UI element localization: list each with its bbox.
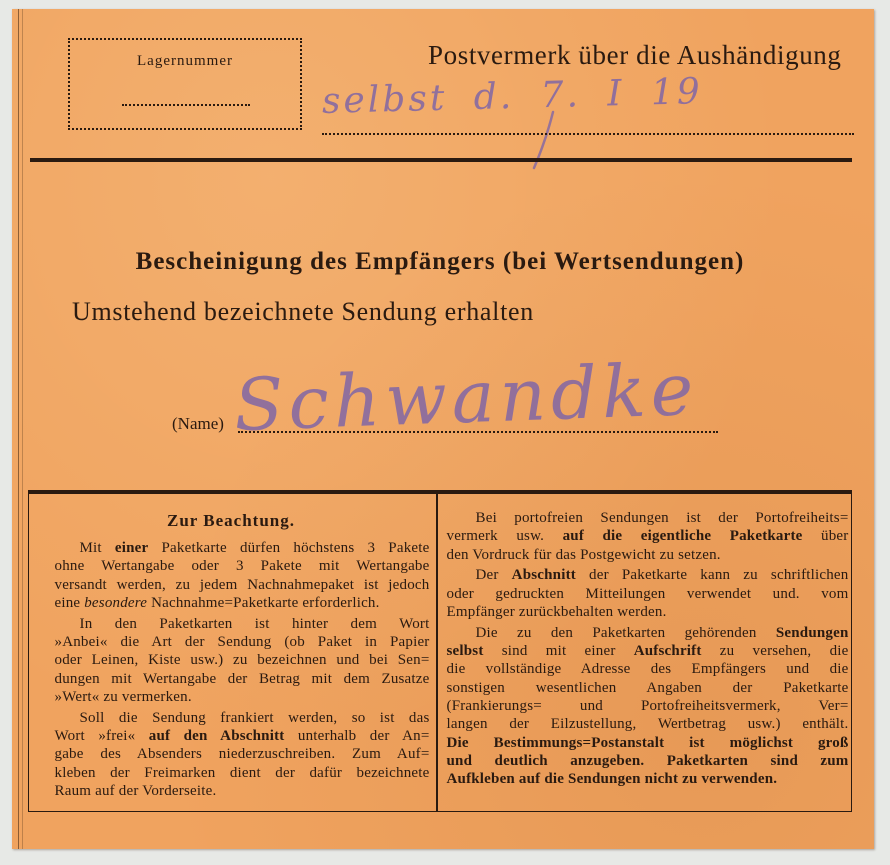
notice-line [55, 709, 430, 727]
notice-text: gabe des Absenders niederzuschreiben. Zum Auf= [54, 746, 430, 763]
notice-line [447, 715, 849, 733]
notice-emphasis-text: Die Bestimmungs=Postanstalt ist möglichst groß [446, 734, 849, 751]
notice-text: vermerk usw. [446, 528, 563, 545]
notice-emphasis-text: und deutlich anzugeben. Paketkarten sind zum [446, 752, 849, 769]
notice-line [55, 651, 430, 669]
recipient-signature: Schwandke [232, 346, 700, 448]
notice-left-column [55, 511, 430, 803]
notice-text: versandt werden, zu jedem Nachnahmepaket ist jedoch [54, 576, 430, 593]
notice-text: Empfänger zurückbehalten werden. [446, 603, 667, 620]
notice-text: oder gedruckten Mitteilungen verwendet und. vom [446, 585, 849, 602]
card-edge-line [18, 9, 19, 849]
notice-box [28, 494, 852, 812]
notice-emphasis-text: einer [114, 540, 149, 556]
column-divider [436, 494, 438, 811]
notice-paragraph [447, 624, 849, 789]
notice-text: Raum auf der Vorderseite. [54, 782, 217, 799]
notice-emphasis-text: auf den Abschnitt [148, 727, 285, 744]
storage-number-line [122, 104, 250, 106]
receipt-statement: Umstehend bezeichnete Sendung erhalten [72, 297, 534, 326]
notice-emphasis-text: auf die eigentliche Paketkarte [562, 528, 803, 545]
notice-paragraph [55, 615, 430, 706]
notice-line [55, 557, 430, 575]
notice-line [55, 539, 430, 557]
notice-text: Wort »frei« [54, 727, 149, 744]
storage-number-label: Lagernummer [137, 53, 233, 69]
notice-line [447, 603, 849, 621]
name-label: (Name) [172, 414, 224, 433]
notice-line [55, 745, 430, 763]
notice-text: die vollständige Adresse des Empfängers und die [446, 661, 849, 678]
notice-text: Paketkarte dürfen höchstens 3 Pakete [148, 540, 430, 556]
notice-line [55, 688, 430, 706]
handwritten-delivery-entry: selbst d. 7. I 19 [321, 71, 704, 122]
notice-text: »Anbei« die Art der Sendung (ob Paket in Papier [54, 633, 430, 650]
notice-line [55, 782, 430, 800]
notice-text: Bei portofreien Sendungen ist der Portofreiheits= [475, 510, 849, 526]
notice-paragraph [55, 709, 430, 800]
notice-line [447, 509, 849, 527]
section-divider [30, 158, 852, 162]
notice-emphasis-text: Aufschrift [633, 643, 702, 660]
notice-line [447, 697, 849, 715]
notice-text: oder Leinen, Kiste usw.) zu bezeichnen und bei Sen= [54, 652, 430, 669]
notice-line [447, 546, 849, 564]
delivery-note-line [322, 133, 854, 135]
name-line [238, 431, 718, 433]
notice-line [55, 633, 430, 651]
notice-line [55, 764, 430, 782]
notice-line [55, 594, 430, 612]
notice-line [55, 670, 430, 688]
notice-paragraph [447, 509, 849, 564]
notice-text: (Frankierungs= und Portofreiheitsvermerk, Ver= [446, 697, 849, 714]
notice-text: eine [54, 594, 85, 611]
notice-line [447, 734, 849, 752]
notice-line [447, 624, 849, 642]
notice-text: ohne Wertangabe oder 3 Pakete mit Wertangabe [54, 558, 430, 575]
notice-text: In den Paketkarten ist hinter dem Wort [79, 615, 430, 632]
notice-emphasis-text: besondere [84, 594, 148, 611]
notice-text: über [802, 528, 849, 545]
notice-line [447, 585, 849, 603]
card-edge-line [22, 9, 23, 849]
notice-line [447, 770, 849, 788]
notice-text: Soll die Sendung frankiert werden, so ist das [79, 709, 430, 726]
notice-text: sind mit einer [483, 643, 634, 660]
notice-text: Die zu den Paketkarten gehörenden [475, 624, 776, 641]
notice-text: den Vordruck für das Postgewicht zu setzen. [446, 546, 721, 563]
notice-heading: Zur Beachtung. [167, 511, 295, 530]
notice-paragraph [447, 566, 849, 621]
notice-emphasis-text: selbst [446, 643, 484, 660]
storage-number-box [68, 38, 302, 130]
notice-line [447, 566, 849, 584]
notice-text: »Wert« zu vermerken. [54, 688, 192, 705]
certificate-heading: Bescheinigung des Empfängers (bei Wertsendungen) [135, 248, 745, 275]
notice-line [447, 660, 849, 678]
notice-line [55, 615, 430, 633]
notice-text: kleben der Freimarken dient der dafür bezeichnete [54, 764, 430, 781]
notice-emphasis-text: Abschnitt [511, 567, 576, 584]
notice-text: unterhalb der An= [284, 727, 430, 744]
notice-line [447, 752, 849, 770]
notice-line [55, 576, 430, 594]
notice-line [447, 679, 849, 697]
notice-line [55, 727, 430, 745]
notice-right-column [447, 509, 849, 791]
notice-paragraph [55, 539, 430, 612]
notice-text: zu versehen, die [701, 643, 849, 660]
notice-emphasis-text: Sendungen [775, 624, 849, 641]
notice-text: sonstigen wesentlichen Angaben der Paketkarte [446, 679, 849, 696]
notice-text: Mit [79, 540, 115, 556]
notice-text: dungen mit Wertangabe der Betrag mit dem Zusatze [54, 670, 430, 687]
notice-text: Der [475, 567, 512, 584]
notice-emphasis-text: Aufkleben auf die Sendungen nicht zu verwenden. [446, 771, 778, 788]
notice-line [447, 527, 849, 545]
delivery-note-heading: Postvermerk über die Aushändigung [428, 40, 842, 70]
notice-text: Nachnahme=Paketkarte erforderlich. [147, 594, 380, 611]
notice-text: der Paketkarte kann zu schriftlichen [575, 567, 849, 584]
notice-line [447, 642, 849, 660]
notice-text: langen der Eilzustellung, Wertbetrag usw.) enthält. [446, 716, 849, 733]
